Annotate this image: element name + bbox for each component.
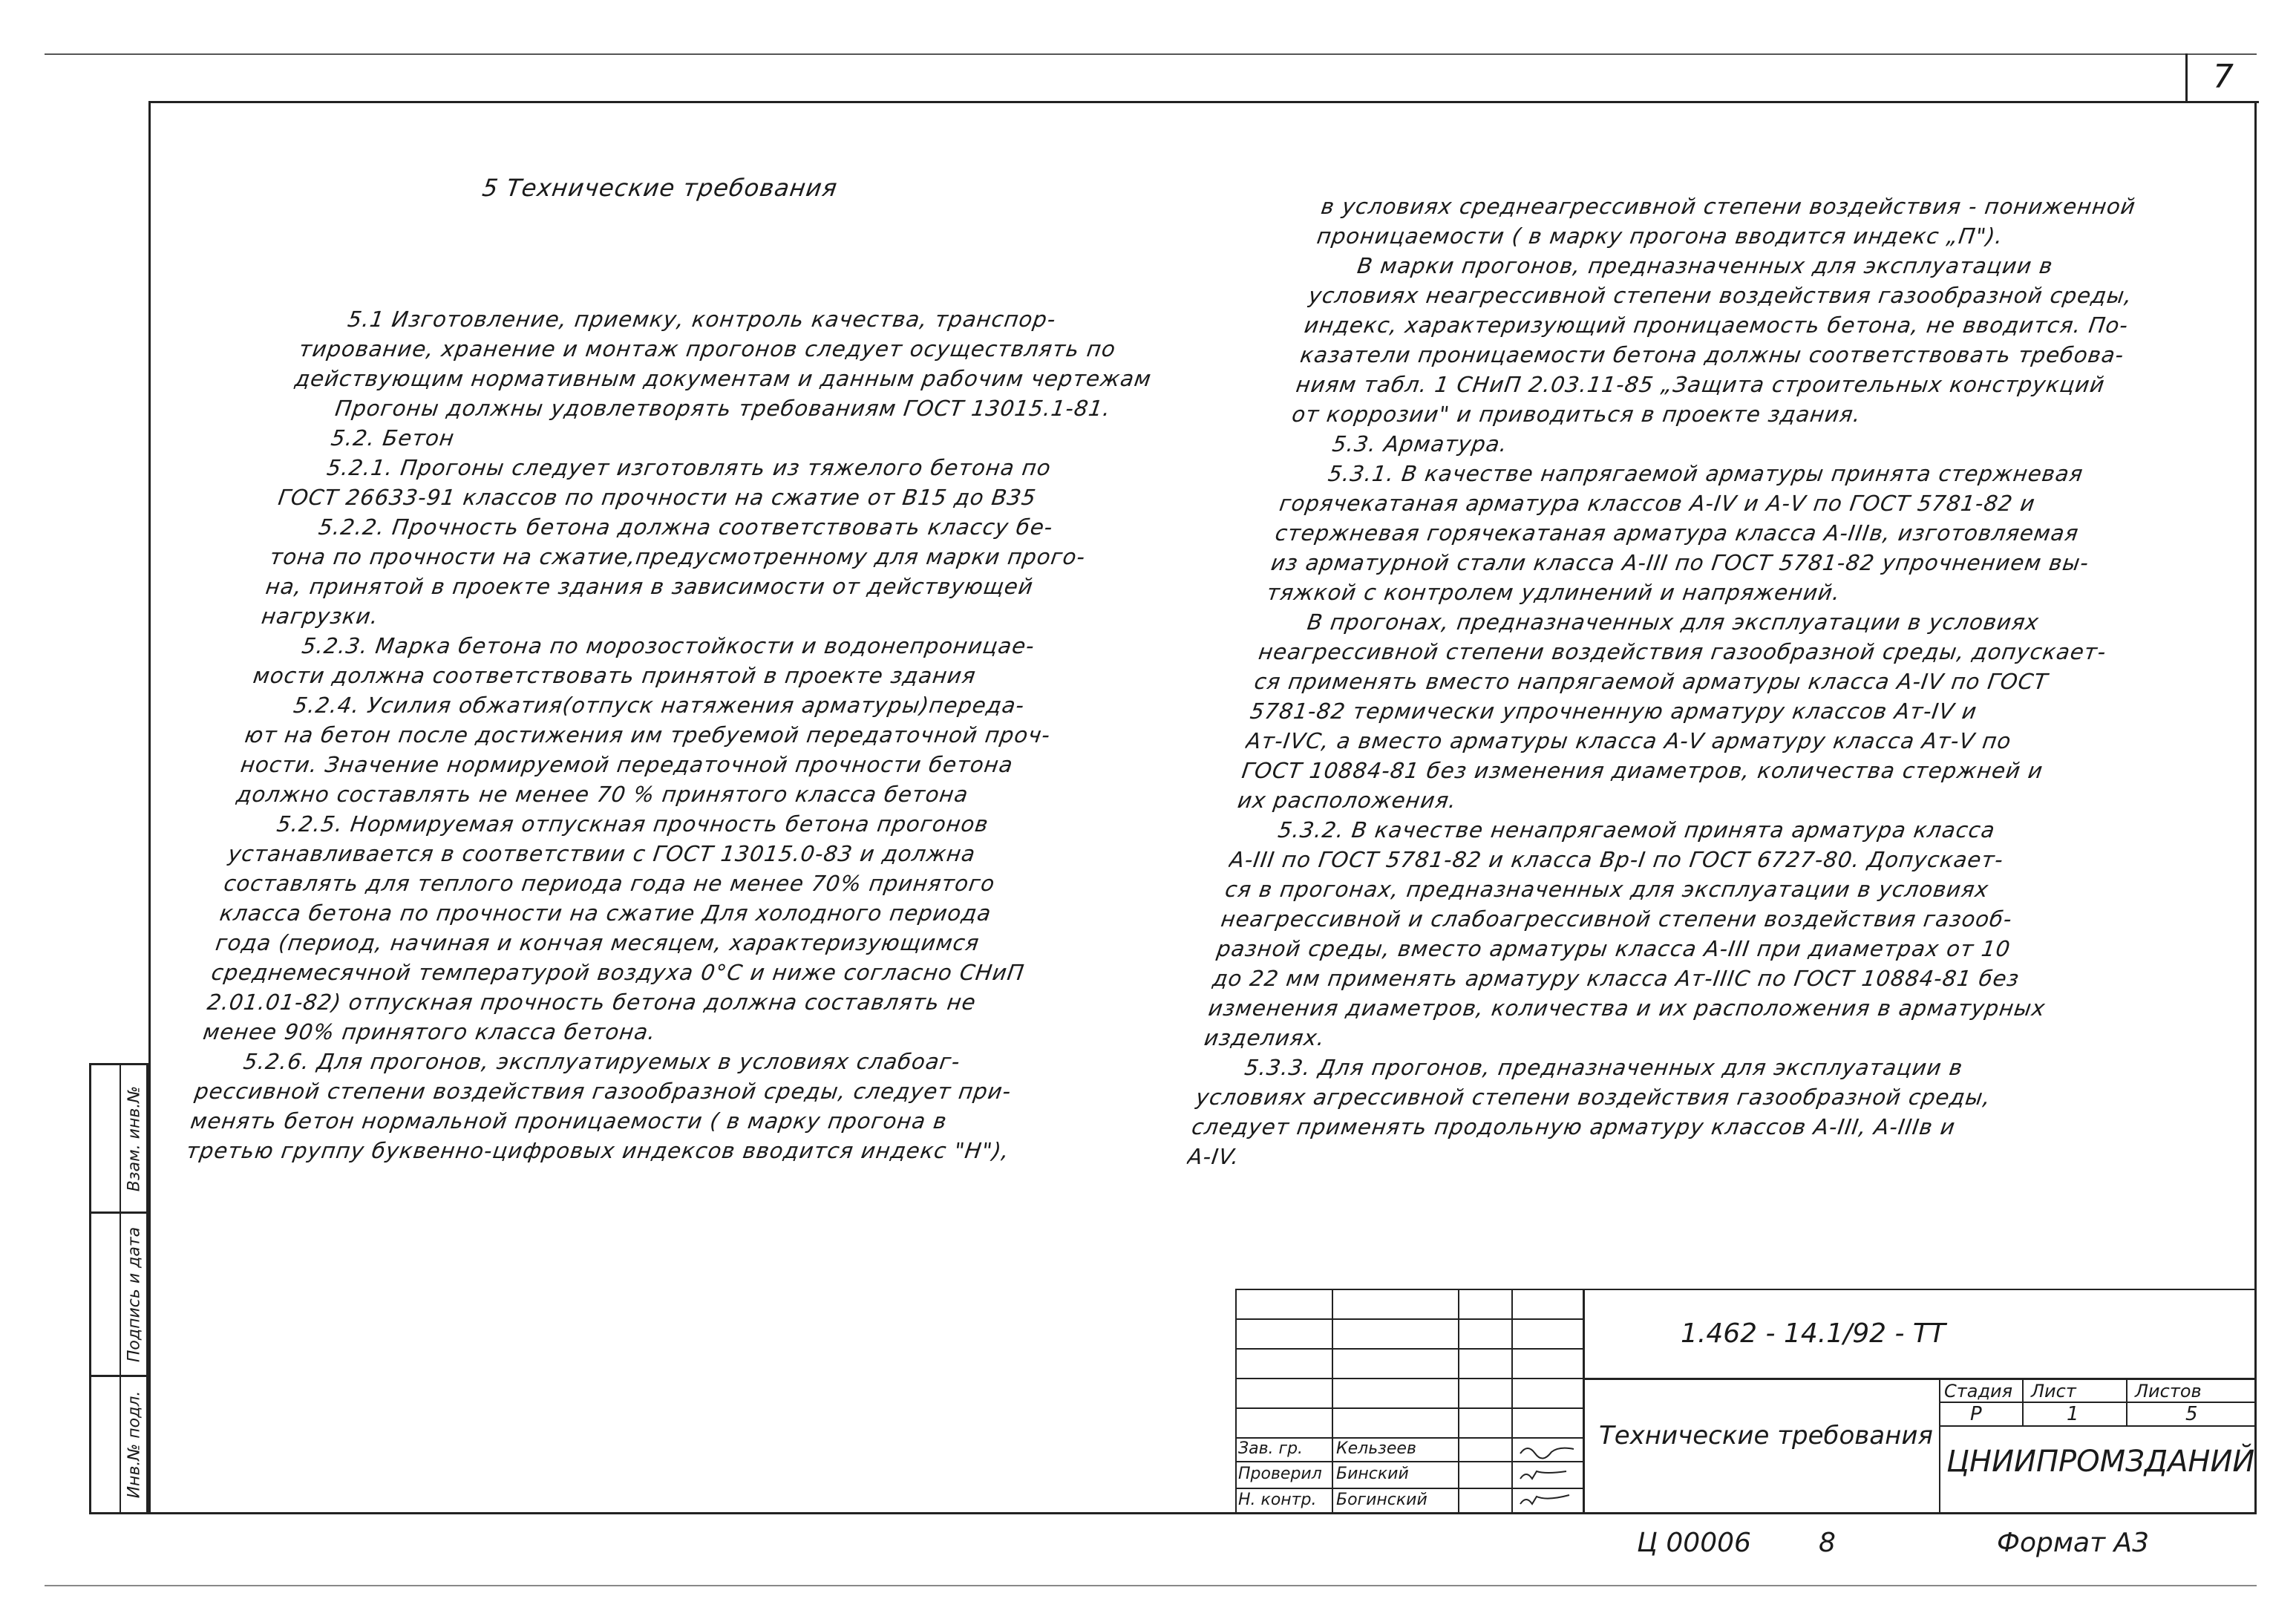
text-line: от коррозии" и приводиться в проекте здания. [1290, 402, 1863, 427]
text-line: 5.2.1. Прогоны следует изготовлять из тяжелого бетона по [325, 455, 1053, 480]
signature-marks [1514, 1437, 1581, 1514]
text-line: их расположения. [1236, 788, 1459, 813]
text-line: 5.3.1. В качестве напрягаемой арматуры принята стержневая [1326, 461, 2085, 486]
text-line: изменения диаметров, количества и их расположения в арматурных [1206, 995, 2047, 1021]
strip-cell-replacement [91, 1065, 146, 1214]
text-line: стержневая горячекатаная арматура класса А-IIIв, изготовляемая [1273, 520, 2081, 546]
sheet-number-box [2185, 53, 2259, 103]
text-line: рессивной степени воздействия газообразной среды, следует при- [193, 1079, 1013, 1104]
tb-grid-line [1235, 1318, 1583, 1320]
margin-stamp-strip [89, 1063, 148, 1514]
tb-document-title: Технические требования [1599, 1421, 1933, 1451]
tb-stage-value: Р [1970, 1403, 1982, 1425]
text-line: В прогонах, предназначенных для эксплуатации в условиях [1305, 609, 2041, 635]
text-line: 5.3. Арматура. [1330, 431, 1510, 457]
text-line: горячекатаная арматура классов А-IV и А-V по ГОСТ 5781-82 и [1278, 491, 2037, 516]
text-line: казатели проницаемости бетона должны соответствовать требова- [1298, 342, 2126, 367]
strip-label-signature: Подпись и дата [125, 1226, 144, 1362]
text-line: разной среды, вместо арматуры класса А-III при диаметрах от 10 [1215, 936, 2012, 961]
right-text-column [1185, 192, 2199, 1171]
top-border-line [45, 53, 2257, 55]
left-text-column [184, 304, 1166, 1165]
tb-grid-line [1235, 1407, 1583, 1409]
text-line: в условиях среднеагрессивной степени воздействия - пониженной [1319, 194, 2138, 219]
text-line: проницаемости ( в марку прогона вводится индекс „П"). [1315, 223, 2005, 249]
text-line: 2.01.01-82) отпускная прочность бетона должна составлять не [206, 990, 978, 1015]
text-line: класса бетона по прочности на сжатие Для холодного периода [218, 900, 993, 926]
tb-grid-line [1332, 1289, 1333, 1514]
tb-sheets-header: Листов [2135, 1381, 2202, 1402]
tb-sheet-header: Лист [2031, 1381, 2076, 1402]
text-line: 5.2. Бетон [329, 425, 457, 451]
text-line: Ат-IVС, а вместо арматуры класса А-V арматуру класса Ат-V по [1244, 728, 2013, 753]
text-line: тона по прочности на сжатие,предусмотренному для марки прого- [268, 544, 1088, 569]
tb-top-line [1235, 1289, 2257, 1290]
tb-grid-line [1511, 1289, 1513, 1514]
tb-divider [1583, 1378, 2257, 1380]
strip-cell-signature [91, 1214, 146, 1377]
title-block [1235, 1289, 2257, 1514]
tb-grid-line [1939, 1425, 2257, 1427]
tb-stage-header: Стадия [1944, 1381, 2013, 1402]
text-line: А-III по ГОСТ 5781-82 и класса Вр-I по ГОСТ 6727-80. Допускает- [1227, 847, 2006, 872]
text-line: ГОСТ 10884-81 без изменения диаметров, количества стержней и [1240, 758, 2045, 783]
text-line: действующим нормативным документам и данным рабочим чертежам [293, 366, 1154, 391]
footer-code: Ц 00006 [1637, 1528, 1751, 1558]
text-line: устанавливается в соответствии с ГОСТ 13015.0-83 и должна [226, 841, 978, 866]
tb-signer-name: Бинский [1336, 1465, 1409, 1483]
text-line: среднемесячной температурой воздуха 0°С и ниже согласно СНиП [209, 960, 1027, 985]
text-line: неагрессивной и слабоагрессивной степени воздействия газооб- [1219, 906, 2015, 932]
text-line: ниям табл. 1 СНиП 2.03.11-85 „Защита строительных конструкций [1294, 372, 2107, 397]
text-line: 5781-82 термически упрочненную арматуру классов Ат-IV и [1248, 699, 1979, 724]
text-line: третью группу буквенно-цифровых индексов вводится индекс "Н"), [184, 1138, 1012, 1163]
text-line: 5.2.2. Прочность бетона должна соответствовать классу бе- [316, 514, 1055, 540]
text-line: из арматурной стали класса А-III по ГОСТ 5781-82 упрочнением вы- [1269, 550, 2091, 575]
strip-label-inventory: Инв.№ подл. [125, 1390, 144, 1499]
tb-signer-name: Кельзеев [1336, 1439, 1416, 1458]
text-line: индекс, характеризующий проницаемость бетона, не вводится. По- [1303, 313, 2130, 338]
tb-grid-line [1458, 1289, 1459, 1514]
text-line: до 22 мм применять арматуру класса Ат-IIIС по ГОСТ 10884-81 без [1211, 966, 2021, 991]
tb-grid-line [1939, 1402, 2257, 1403]
text-line: ности. Значение нормируемой передаточной прочности бетона [238, 752, 1015, 777]
text-line: на, принятой в проекте здания в зависимости от действующей [264, 574, 1036, 599]
bottom-scan-line [45, 1585, 2257, 1586]
text-line: тирование, хранение и монтаж прогонов следует осуществлять по [297, 336, 1118, 362]
strip-label-replacement: Взам. инв.№ [125, 1085, 144, 1191]
text-line: 5.3.2. В качестве ненапрягаемой принята арматура класса [1276, 817, 1998, 843]
text-line: 5.2.5. Нормируемая отпускная прочность бетона прогонов [275, 811, 991, 837]
section-heading: 5 Технические требования [480, 174, 840, 202]
tb-grid-line [1939, 1378, 1940, 1514]
tb-role: Зав. гр. [1238, 1439, 1304, 1458]
text-line: А-IV. [1185, 1144, 1242, 1169]
text-line: следует применять продольную арматуру классов А-III, А-IIIв и [1190, 1114, 1958, 1139]
text-line: ся в прогонах, предназначенных для эксплуатации в условиях [1223, 877, 1991, 902]
text-line: тяжкой с контролем удлинений и напряжений. [1265, 580, 1842, 605]
text-line: должно составлять не менее 70 % принятого класса бетона [235, 782, 970, 807]
tb-grid-line [1235, 1378, 1583, 1379]
sheet-number: 7 [2213, 58, 2234, 96]
tb-role: Проверил [1238, 1465, 1322, 1483]
text-line: Прогоны должны удовлетворять требованиям ГОСТ 13015.1-81. [333, 396, 1113, 421]
footer-format: Формат А3 [1997, 1528, 2150, 1558]
tb-sheet-value: 1 [2067, 1403, 2079, 1425]
text-line: условиях неагрессивной степени воздействия газообразной среды, [1306, 283, 2134, 308]
tb-sheets-value: 5 [2185, 1403, 2198, 1425]
text-line: 5.2.6. Для прогонов, эксплуатируемых в условиях слабоаг- [241, 1049, 962, 1074]
tb-grid-line [1235, 1348, 1583, 1350]
tb-signer-name: Богинский [1336, 1491, 1427, 1509]
text-line: 5.2.3. Марка бетона по морозостойкости и водонепроницае- [300, 633, 1037, 658]
strip-cell-inventory [91, 1377, 146, 1512]
text-line: мости должна соответствовать принятой в проекте здания [251, 663, 978, 688]
text-line: неагрессивной степени воздействия газообразной среды, допускает- [1257, 639, 2108, 664]
text-line: В марки прогонов, предназначенных для эксплуатации в [1355, 253, 2055, 278]
tb-left-line [1235, 1289, 1237, 1514]
text-line: 5.3.3. Для прогонов, предназначенных для эксплуатации в [1243, 1055, 1965, 1080]
tb-designation: 1.462 - 14.1/92 - ТТ [1681, 1318, 1946, 1349]
text-line: ют на бетон после достижения им требуемой передаточной проч- [243, 722, 1053, 748]
text-line: менее 90% принятого класса бетона. [201, 1019, 658, 1044]
text-line: менять бетон нормальной проницаемости ( в марку прогона в [189, 1108, 949, 1134]
tb-organization: ЦНИИПРОМЗДАНИЙ [1946, 1445, 2255, 1479]
text-line: 5.2.4. Усилия обжатия(отпуск натяжения арматуры)переда- [292, 693, 1027, 718]
text-line: условиях агрессивной степени воздействия газообразной среды, [1194, 1085, 1993, 1110]
text-line: ся применять вместо напрягаемой арматуры класса А-IV по ГОСТ [1252, 669, 2050, 694]
tb-divider [1583, 1289, 1585, 1514]
text-line: ГОСТ 26633-91 классов по прочности на сжатие от В15 до В35 [276, 485, 1039, 510]
text-line: года (период, начиная и кончая месяцем, характеризующимся [214, 930, 981, 955]
text-line: нагрузки. [260, 604, 381, 629]
tb-role: Н. контр. [1238, 1491, 1317, 1509]
footer-number: 8 [1819, 1528, 1836, 1558]
text-line: изделиях. [1203, 1025, 1327, 1050]
text-line: составлять для теплого периода года не менее 70% принятого [222, 871, 997, 896]
text-line: 5.1 Изготовление, приемку, контроль качества, транспор- [346, 307, 1058, 332]
